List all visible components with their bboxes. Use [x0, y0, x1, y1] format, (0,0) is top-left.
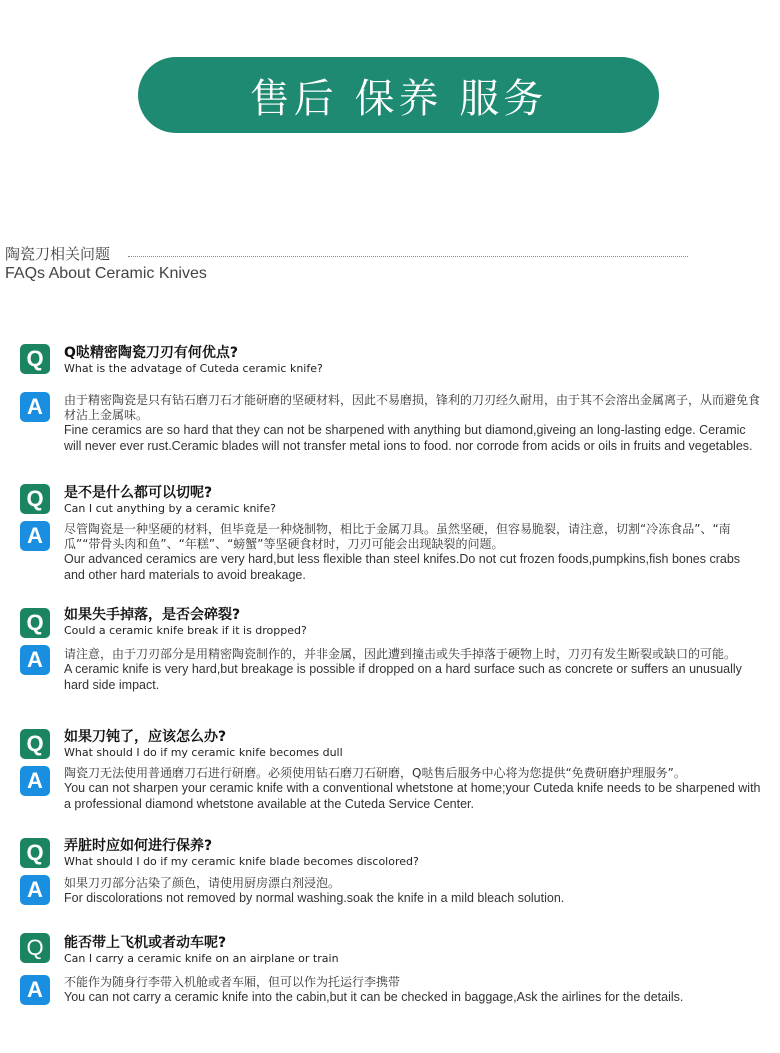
faq-question: [64, 345, 764, 375]
question-cn: 是不是什么都可以切呢?: [64, 485, 213, 501]
question-badge-icon: Q: [20, 729, 50, 759]
answer-cn: 请注意，由于刀刃部分是用精密陶瓷制作的，并非金属，因此遭到撞击或失手掉落于硬物上时，刀刃有发生断裂或缺口的可能。: [64, 647, 737, 661]
question-en: Can I carry a ceramic knife on an airplane or train: [64, 952, 339, 965]
faq-question: [64, 729, 764, 759]
question-en: What should I do if my ceramic knife becomes dull: [64, 746, 343, 759]
faq-question: [64, 838, 764, 868]
faq-answer: [64, 522, 764, 583]
answer-en: Our advanced ceramics are very hard,but less flexible than steel knifes.Do not cut frozen foods,pumpkins,fish bones crabs and other hard materials to avoid breakage.: [64, 552, 741, 582]
question-badge-icon: Q: [20, 344, 50, 374]
answer-cn: 尽管陶瓷是一种坚硬的材料，但毕竟是一种烧制物，相比于金属刀具。虽然坚硬，但容易脆裂，请注意，切割“冷冻食品”、“南瓜”“带骨头肉和鱼”、“年糕”、“螃蟹”等坚硬食材时，刀刃可能会出现缺裂的问题。: [64, 522, 731, 551]
question-cn: 能否带上飞机或者动车呢?: [64, 935, 227, 951]
answer-en: A ceramic knife is very hard,but breakage is possible if dropped on a hard surface such as concrete or suffers an unusually hard side impact.: [64, 662, 742, 692]
question-badge-icon: Q: [20, 838, 50, 868]
answer-badge-icon: A: [20, 766, 50, 796]
question-en: Can I cut anything by a ceramic knife?: [64, 502, 276, 515]
banner-title: 售后 保养 服务: [249, 75, 548, 122]
answer-badge-icon: A: [20, 875, 50, 905]
question-cn: 如果刀钝了，应该怎么办?: [64, 729, 227, 745]
answer-cn: 如果刀刃部分沾染了颜色，请使用厨房漂白剂浸泡。: [64, 876, 341, 890]
faq-answer: [64, 876, 764, 907]
question-badge-icon: Q: [20, 933, 50, 963]
answer-badge-icon: A: [20, 392, 50, 422]
answer-en: For discolorations not removed by normal washing.soak the knife in a mild bleach solution.: [64, 891, 565, 905]
answer-badge-icon: A: [20, 521, 50, 551]
faq-question: [64, 607, 764, 637]
dotted-divider: [128, 256, 688, 257]
answer-cn: 由于精密陶瓷是只有钻石磨刀石才能研磨的坚硬材料，因此不易磨损，锋利的刀刃经久耐用，由于其不会溶出金属离子，从而避免食材沾上金属味。: [64, 393, 761, 422]
answer-en: You can not sharpen your ceramic knife with a conventional whetstone at home;your Cuteda knife needs to be sharpened with a professional diamond whetstone available at the Cuteda Service Center.: [64, 781, 761, 811]
question-badge-icon: Q: [20, 608, 50, 638]
question-cn: 如果失手掉落，是否会碎裂?: [64, 607, 241, 623]
question-en: What is the advatage of Cuteda ceramic knife?: [64, 362, 323, 375]
answer-en: Fine ceramics are so hard that they can not be sharpened with anything but diamond,giveing an long-lasting edge. Ceramic will never ever rust.Ceramic blades will not transfer metal ions to food. nor corrode from acids or oils in fruits and vegetables.: [64, 423, 753, 453]
faq-question: [64, 485, 764, 515]
answer-cn: 陶瓷刀无法使用普通磨刀石进行研磨。必须使用钻石磨刀石研磨，Q哒售后服务中心将为您提供“免费研磨护理服务”。: [64, 766, 686, 780]
answer-badge-icon: A: [20, 645, 50, 675]
section-title-cn: 陶瓷刀相关问题: [5, 245, 111, 263]
question-cn: Q哒精密陶瓷刀刃有何优点?: [64, 345, 239, 361]
question-badge-icon: Q: [20, 484, 50, 514]
faq-answer: [64, 647, 764, 693]
question-en: What should I do if my ceramic knife blade becomes discolored?: [64, 855, 419, 868]
faq-answer: [64, 766, 764, 812]
title-banner: [138, 57, 659, 133]
section-title-en: FAQs About Ceramic Knives: [5, 265, 207, 282]
faq-question: [64, 935, 764, 965]
faq-answer: [64, 975, 764, 1006]
answer-cn: 不能作为随身行李带入机舱或者车厢，但可以作为托运行李携带: [64, 975, 401, 989]
faq-answer: [64, 393, 764, 454]
question-cn: 弄脏时应如何进行保养?: [64, 838, 213, 854]
answer-badge-icon: A: [20, 975, 50, 1005]
answer-en: You can not carry a ceramic knife into the cabin,but it can be checked in baggage,Ask the airlines for the details.: [64, 990, 684, 1004]
question-en: Could a ceramic knife break if it is dropped?: [64, 624, 307, 637]
